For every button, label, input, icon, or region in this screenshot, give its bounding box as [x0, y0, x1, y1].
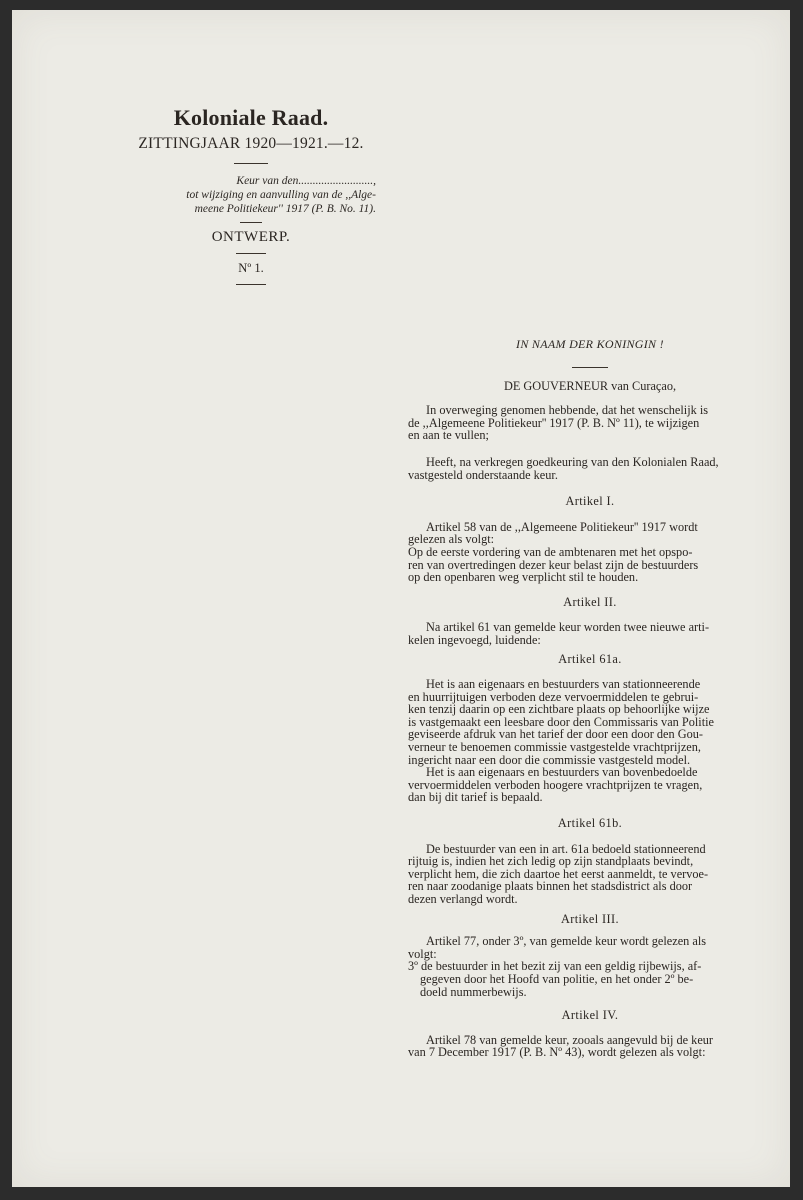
text-line: Na artikel 61 van gemelde keur worden twee nieuwe arti- — [426, 620, 710, 635]
article-quote — [408, 960, 772, 998]
text-line: Artikel 58 van de ,,Algemeene Politiekeur'' 1917 wordt — [426, 519, 698, 534]
divider — [236, 284, 266, 285]
royal-motto: IN NAAM DER KONINGIN ! — [516, 337, 664, 351]
text-line: Het is aan eigenaars en bestuurders van stationneerende — [426, 677, 701, 692]
subject-line: Keur van den.........................., — [236, 175, 376, 187]
text-line: Heeft, na verkregen goedkeuring van den Kolonialen Raad, — [426, 454, 719, 469]
text-line: en aan te vullen; — [408, 428, 489, 443]
document-number: Nº 1. — [238, 261, 264, 275]
text-line: Artikel 77, onder 3º, van gemelde keur wordt gelezen als — [426, 934, 707, 949]
preamble-enacted — [408, 456, 772, 481]
text-line: ren van overtredingen dezer keur belast zijn de bestuurders — [408, 557, 699, 572]
text-line: vervoermiddelen verboden hoogere vrachtprijzen te vragen, — [408, 777, 703, 792]
text-line: dan bij dit tarief is bepaald. — [408, 790, 543, 805]
article-body — [408, 843, 772, 906]
text-line: volgt: — [408, 946, 437, 961]
article-body — [408, 678, 772, 766]
divider — [236, 253, 266, 254]
council-title: Koloniale Raad. — [173, 105, 329, 130]
divider — [234, 163, 268, 164]
text-line: geviseerde afdruk van het tarief der door een door den Gou- — [408, 727, 703, 742]
text-line: In overweging genomen hebbende, dat het wenschelijk is — [426, 403, 709, 418]
text-line: de ,,Algemeene Politiekeur'' 1917 (P. B. Nº 11), te wijzigen — [408, 415, 700, 430]
text-line: verplicht hem, die zich daartoe het eerst aanmeldt, te vervoe- — [408, 866, 709, 881]
article-heading: Artikel I. — [565, 494, 615, 509]
text-line: kelen ingevoegd, luidende: — [408, 632, 541, 647]
text-line: rijtuig is, indien het zich ledig op zijn standplaats bevindt, — [408, 854, 694, 869]
draft-label: ONTWERP. — [211, 229, 291, 245]
text-line: 3º de bestuurder in het bezit zij van een geldig rijbewijs, af- — [408, 959, 702, 974]
article-quote — [408, 546, 772, 584]
scan-edge — [0, 1187, 803, 1200]
text-line: ingericht naar een door die commissie vastgesteld model. — [408, 752, 691, 767]
article-heading: Artikel II. — [563, 594, 617, 609]
text-line: ren naar zoodanige plaats binnen het stadsdistrict als door — [408, 879, 693, 894]
text-line: en huurrijtuigen verboden deze vervoermiddelen te gebrui- — [408, 689, 699, 704]
divider — [240, 222, 262, 223]
divider — [572, 367, 608, 368]
text-line: gegeven door het Hoofd van politie, en het onder 2º be- — [420, 971, 694, 986]
text-line: Artikel 78 van gemelde keur, zooals aangevuld bij de keur — [426, 1032, 714, 1047]
article-body — [408, 766, 772, 804]
header-block — [120, 105, 382, 293]
article-body — [408, 621, 772, 646]
text-line: De bestuurder van een in art. 61a bedoeld stationneerend — [426, 841, 706, 856]
preamble-considering — [408, 404, 772, 442]
session-year: ZITTINGJAAR 1920—1921.—12. — [138, 135, 364, 152]
article-heading: Artikel 61a. — [558, 651, 622, 666]
ordinance-text — [408, 338, 772, 1059]
ordinance-subject — [120, 174, 382, 216]
text-line: is vastgemaakt een leesbare door den Commissaris van Politie — [408, 714, 714, 729]
article-heading: Artikel III. — [560, 911, 620, 926]
subject-line: meene Politiekeur'' 1917 (P. B. No. 11). — [194, 203, 376, 215]
text-line: vastgesteld onderstaande keur. — [408, 467, 558, 482]
article-heading: Artikel 61b. — [557, 816, 623, 831]
text-line: van 7 December 1917 (P. B. Nº 43), wordt gelezen als volgt: — [408, 1045, 706, 1060]
text-line: gelezen als volgt: — [408, 532, 495, 547]
text-line: dezen verlangd wordt. — [408, 892, 518, 906]
text-line: doeld nummerbewijs. — [420, 984, 527, 999]
governor-line: DE GOUVERNEUR van Curaçao, — [503, 378, 677, 393]
text-line: ken tenzij daarin op een zichtbare plaats op behoorlijke wijze — [408, 702, 710, 717]
subject-line: tot wijziging en aanvulling van de ,,Alge- — [186, 189, 376, 201]
text-line: Op de eerste vordering van de ambtenaren met het opspo- — [408, 544, 693, 559]
text-line: op den openbaren weg verplicht stil te houden. — [408, 570, 639, 585]
article-heading: Artikel IV. — [561, 1008, 619, 1023]
article-body — [408, 1034, 772, 1059]
text-line: verneur te benoemen commissie vastgestelde vrachtprijzen, — [408, 740, 701, 755]
article-body — [408, 521, 772, 546]
article-body — [408, 935, 772, 960]
text-line: Het is aan eigenaars en bestuurders van bovenbedoelde — [426, 765, 698, 780]
document-page — [12, 10, 790, 1187]
